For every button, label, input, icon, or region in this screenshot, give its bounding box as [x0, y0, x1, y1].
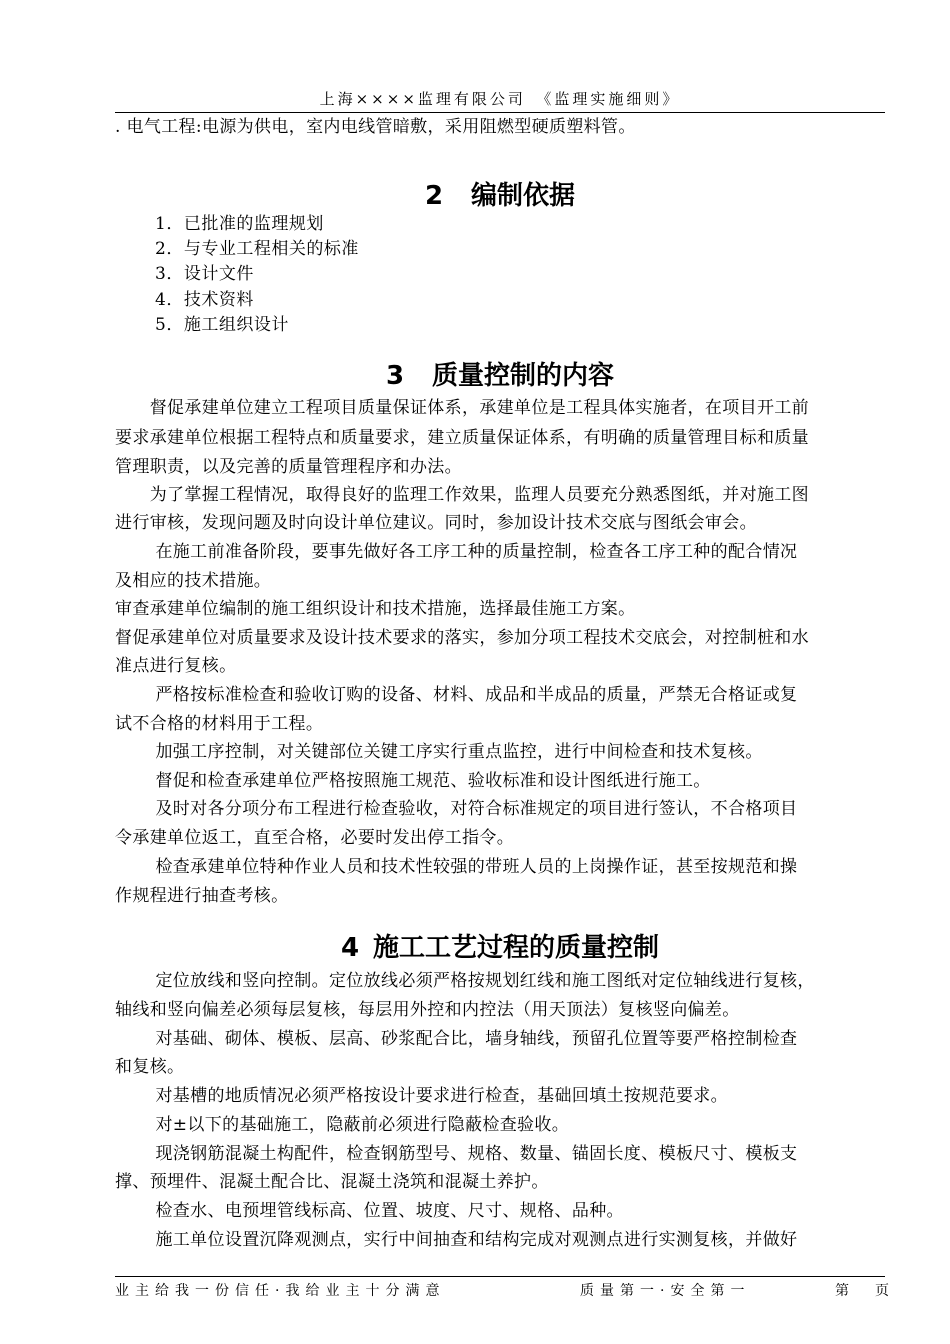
- paragraph-line: 严格按标准检查和验收订购的设备、材料、成品和半成品的质量，严禁无合格证或复: [115, 685, 798, 705]
- paragraph-line: 撑、预埋件、混凝土配合比、混凝土浇筑和混凝土养护。: [115, 1172, 549, 1192]
- section-4-heading: [115, 932, 885, 964]
- footer-rule: [115, 1276, 885, 1277]
- section-number: 2: [424, 181, 444, 211]
- paragraph-line: 为了掌握工程情况，取得良好的监理工作效果，监理人员要充分熟悉图纸，并对施工图: [115, 485, 809, 505]
- header-rule: [115, 112, 885, 113]
- paragraph-line: 督促承建单位建立工程项目质量保证体系，承建单位是工程具体实施者，在项目开工前: [115, 398, 809, 418]
- paragraph-line: 督促承建单位对质量要求及设计技术要求的落实，参加分项工程技术交底会，对控制桩和水: [115, 628, 809, 648]
- paragraph-line: 对基槽的地质情况必须严格按设计要求进行检查，基础回填土按规范要求。: [115, 1086, 729, 1106]
- paragraph-line: 及相应的技术措施。: [115, 571, 272, 591]
- paragraph-line: 和复核。: [115, 1057, 185, 1077]
- list-item: 5．施工组织设计: [155, 315, 289, 335]
- page-header: 上海××××监理有限公司 《监理实施细则》: [319, 90, 681, 108]
- list-item: 1．已批准的监理规划: [155, 214, 324, 234]
- intro-line: . 电气工程:电源为供电，室内电线管暗敷，采用阻燃型硬质塑料管。: [115, 117, 636, 137]
- section-2-heading: [115, 180, 885, 212]
- paragraph-line: 督促和检查承建单位严格按照施工规范、验收标准和设计图纸进行施工。: [115, 771, 711, 791]
- paragraph-line: 对±以下的基础施工，隐蔽前必须进行隐蔽检查验收。: [115, 1115, 570, 1135]
- paragraph-line: 加强工序控制，对关键部位关键工序实行重点监控，进行中间检查和技术复核。: [115, 742, 763, 762]
- paragraph-line: 及时对各分项分布工程进行检查验收，对符合标准规定的项目进行签认，不合格项目: [115, 799, 798, 819]
- paragraph-line: 准点进行复核。: [115, 656, 237, 676]
- section-title: 质量控制的内容: [432, 361, 615, 391]
- paragraph-line: 施工单位设置沉降观测点，实行中间抽查和结构完成对观测点进行实测复核，并做好: [115, 1230, 798, 1250]
- paragraph-line: 对基础、砌体、模板、层高、砂浆配合比，墙身轴线，预留孔位置等要严格控制检查: [115, 1029, 798, 1049]
- footer-motto: 质量第一·安全第一: [580, 1283, 751, 1299]
- paragraph-line: 进行审核，发现问题及时向设计单位建议。同时，参加设计技术交底与图纸会审会。: [115, 513, 757, 533]
- section-title: 施工工艺过程的质量控制: [373, 933, 660, 963]
- list-item: 2．与专业工程相关的标准: [155, 239, 359, 259]
- page-number: 第 页: [835, 1283, 895, 1299]
- paragraph-line: 要求承建单位根据工程特点和质量要求，建立质量保证体系，有明确的质量管理目标和质量: [115, 428, 809, 448]
- section-number: 3: [385, 361, 405, 391]
- paragraph-line: 定位放线和竖向控制。定位放线必须严格按规划红线和施工图纸对定位轴线进行复核，: [115, 971, 815, 991]
- section-3-heading: [115, 360, 885, 392]
- paragraph-line: 审查承建单位编制的施工组织设计和技术措施，选择最佳施工方案。: [115, 599, 636, 619]
- paragraph-line: 轴线和竖向偏差必须每层复核，每层用外控和内控法（用天顶法）复核竖向偏差。: [115, 1000, 740, 1020]
- paragraph-line: 在施工前准备阶段，要事先做好各工序工种的质量控制，检查各工序工种的配合情况: [115, 542, 798, 562]
- section-number: 4: [340, 933, 360, 963]
- paragraph-line: 令承建单位返工，直至合格，必要时发出停工指令。: [115, 828, 515, 848]
- footer-slogan: 业主给我一份信任·我给业主十分满意: [115, 1283, 446, 1299]
- list-item: 3．设计文件: [155, 264, 254, 284]
- paragraph-line: 作规程进行抽查考核。: [115, 886, 289, 906]
- paragraph-line: 现浇钢筋混凝土构配件，检查钢筋型号、规格、数量、锚固长度、模板尺寸、模板支: [115, 1144, 798, 1164]
- paragraph-line: 检查水、电预埋管线标高、位置、坡度、尺寸、规格、品种。: [115, 1201, 624, 1221]
- paragraph-line: 检查承建单位特种作业人员和技术性较强的带班人员的上岗操作证，甚至按规范和操: [115, 857, 798, 877]
- section-title: 编制依据: [471, 181, 576, 211]
- paragraph-line: 管理职责，以及完善的质量管理程序和办法。: [115, 457, 462, 477]
- list-item: 4．技术资料: [155, 290, 254, 310]
- paragraph-line: 试不合格的材料用于工程。: [115, 714, 324, 734]
